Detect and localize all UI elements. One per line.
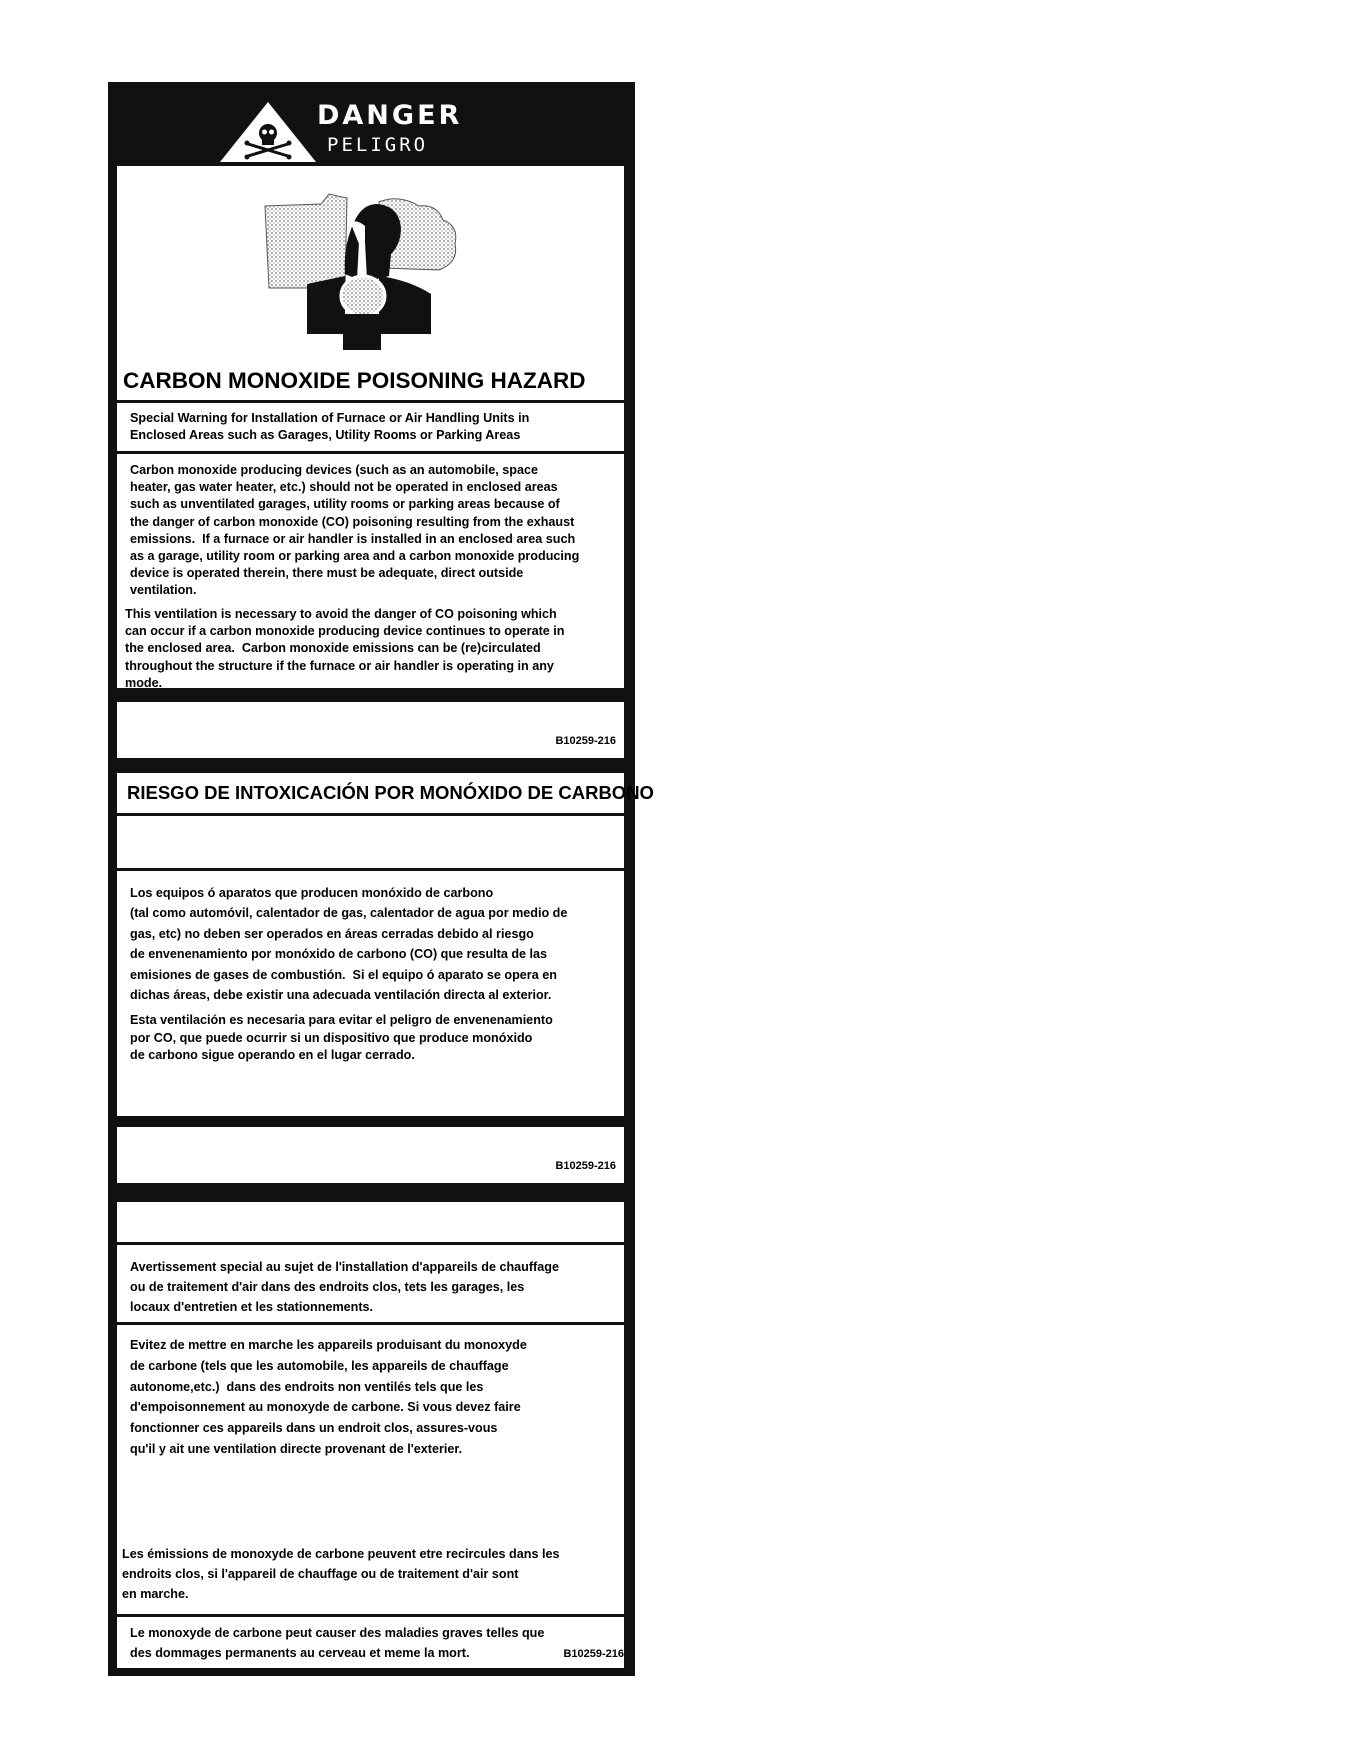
special-warning: Special Warning for Installation of Furnace or Air Handling Units in Enclosed Areas such as Garages, Utility Rooms or Parking Areas bbox=[130, 411, 530, 443]
warning-body-es-2: Esta ventilación es necesaria para evitar el peligro de envenenamiento por CO, que puede ocurrir si un dispositivo que produce monóxido de carbono sigue operando en el lugar cerrado. bbox=[130, 1013, 553, 1063]
warning-body-fr-3: Le monoxyde de carbone peut causer des maladies graves telles que des dommages permanents au cerveau et meme la mort. bbox=[130, 1626, 545, 1661]
hazard-title: CARBON MONOXIDE POISONING HAZARD bbox=[123, 368, 586, 393]
english-panel bbox=[117, 166, 624, 688]
part-code-es: B10259-216 bbox=[555, 1160, 616, 1172]
french-panel bbox=[117, 1202, 624, 1668]
divider bbox=[117, 400, 624, 403]
part-code: B10259-216 bbox=[555, 735, 616, 747]
hazard-title-es: RIESGO DE INTOXICACIÓN POR MONÓXIDO DE CARBONO bbox=[127, 782, 654, 803]
label-header bbox=[108, 82, 635, 166]
signal-word-es: PELIGRO bbox=[327, 134, 429, 156]
signal-word: DANGER bbox=[317, 100, 463, 131]
special-warning-fr: Avertissement special au sujet de l'installation d'appareils de chauffage ou de traitement d'air dans des endroits clos, tets les garages, les locaux d'entretien et les stationnements. bbox=[130, 1260, 559, 1315]
person-inhaling-fumes-icon bbox=[259, 184, 479, 350]
english-code-panel bbox=[117, 702, 624, 758]
warning-body-2: This ventilation is necessary to avoid the danger of CO poisoning which can occur if a carbon monoxide producing device continues to operate in the enclosed area. Carbon monoxide emissions can be (re)circulated throughout the structure if the furnace or air handler is operating in any mode. bbox=[125, 607, 565, 690]
warning-body-fr-1: Evitez de mettre en marche les appareils produisant du monoxyde de carbone (tels que les automobile, les appareils de chauffage autonome,etc.) dans des endroits non ventilés tels que les d'empoisonnement au monoxyde de carbone. Si vous devez faire fonctionner ces appareils dans un endroit clos, assures-vous qu'il y ait une ventilation directe provenant de l'exterier. bbox=[130, 1338, 527, 1456]
divider bbox=[117, 1322, 624, 1325]
divider bbox=[117, 1242, 624, 1245]
part-code-fr: B10259-216 bbox=[563, 1648, 624, 1660]
spanish-code-panel bbox=[117, 1127, 624, 1183]
divider bbox=[117, 1614, 624, 1617]
divider bbox=[117, 451, 624, 454]
divider bbox=[117, 813, 624, 816]
danger-label bbox=[108, 82, 654, 1676]
warning-body-1: Carbon monoxide producing devices (such as an automobile, space heater, gas water heater, etc.) should not be operated in enclosed areas such as unventilated garages, utility rooms or parking areas because of the danger of carbon monoxide (CO) poisoning resulting from the exhaust emissions. If a furnace or air handler is installed in an enclosed area such as a garage, utility room or parking area and a carbon monoxide producing device is operated therein, there must be adequate, direct outside ventilation. bbox=[130, 463, 580, 598]
divider bbox=[117, 868, 624, 871]
skull-crossbones-icon bbox=[218, 100, 318, 164]
warning-body-fr-2: Les émissions de monoxyde de carbone peuvent etre recircules dans les endroits clos, si l'appareil de chauffage ou de traitement d'air sont en marche. bbox=[122, 1547, 560, 1602]
warning-body-es-1: Los equipos ó aparatos que producen monóxido de carbono (tal como automóvil, calentador de gas, calentador de agua por medio de gas, etc) no deben ser operados en áreas cerradas debido al riesgo de envenenamiento por monóxido de carbono (CO) que resulta de las emisiones de gases de combustión. Si el equipo ó aparato se opera en dichas áreas, debe existir una adecuada ventilación directa al exterior. bbox=[130, 886, 568, 1003]
spanish-panel bbox=[117, 773, 654, 1116]
